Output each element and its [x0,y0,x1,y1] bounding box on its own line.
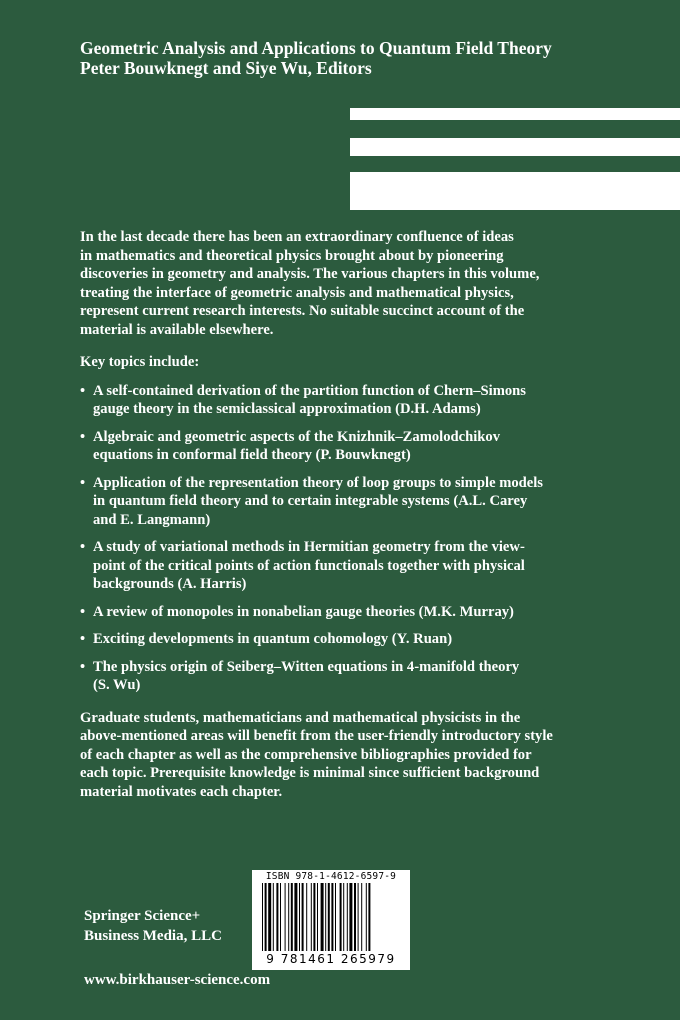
bullet: • [80,428,86,445]
bullet: • [80,631,86,647]
barcode-bar [366,883,367,951]
barcode-bar [347,883,348,951]
barcode-bar [349,883,352,951]
closing-paragraph: Graduate students, mathematicians and mathematical physicists in the above-mentioned areas will benefit from the user-friendly introductory style of each chapter as well as the comprehensive bibliographies provided for each topic. Prerequisite knowledge is minimal since sufficient background material motivates each chapter. [80,709,553,800]
barcode-bar [288,883,289,951]
barcode-bar [276,883,278,951]
bullet: • [80,539,86,555]
barcode-bar [299,883,300,951]
list-item [80,630,600,649]
barcode-bar [358,883,359,951]
decorative-bar-1 [350,108,680,120]
barcode-bar [361,883,362,951]
barcode-bar [294,883,297,951]
barcode-bar [268,883,271,951]
list-item [80,538,600,594]
barcode-bar [262,883,263,951]
barcode-bar [285,883,286,951]
barcode-bar [354,883,356,951]
barcode-bars [252,883,410,953]
barcode-bar [325,883,326,951]
topic-text: The physics origin of Seiberg–Witten equations in 4-manifold theory (S. Wu) [93,658,520,693]
topic-text: A self-contained derivation of the partition function of Chern–Simons gauge theory in the semiclassical approximation (D.H. Adams) [93,382,526,417]
barcode-bar [340,883,342,951]
bullet: • [80,658,86,675]
barcode-bar [343,883,344,951]
topic-text: Exciting developments in quantum cohomology (Y. Ruan) [93,631,453,647]
barcode-bar [368,883,370,951]
list-item [80,428,600,465]
barcode-bar [321,883,324,951]
barcode-bar [280,883,281,951]
book-title: Geometric Analysis and Applications to Quantum Field Theory [80,38,552,58]
bullet: • [80,382,86,399]
intro-paragraph: In the last decade there has been an extraordinary confluence of ideas in mathematics and theoretical physics brought about by pioneering discoveries in geometry and analysis. The various chapters in this volume, treating the interface of geometric analysis and mathematical physics, represent current research interests. No suitable succinct account of the material is available elsewhere. [80,229,540,338]
barcode-bar [331,883,333,951]
list-item [80,474,600,530]
barcode-bar [311,883,312,951]
list-item [80,658,600,695]
header [80,38,650,78]
decorative-bar-2 [350,138,680,156]
barcode-bar [265,883,267,951]
editors: Peter Bouwknegt and Siye Wu, Editors [80,58,372,78]
publisher [84,906,222,946]
bullet: • [80,474,86,491]
website-url: www.birkhauser-science.com [84,972,271,988]
barcode-bar [328,883,330,951]
description [80,228,600,801]
topic-text: Application of the representation theory of loop groups to simple models in quantum field theory and to certain integrable systems (A.L. Carey and E. Langmann) [93,474,543,528]
list-item [80,603,600,622]
barcode-bar [313,883,315,951]
barcode-bar [302,883,304,951]
isbn-number: 9 781461 265979 [266,952,396,966]
topic-text: Algebraic and geometric aspects of the Knizhnik–Zamolodchikov equations in conformal field theory (P. Bouwknegt) [93,428,500,463]
publisher-line-1: Springer Science+ [84,908,201,924]
topic-text: A study of variational methods in Hermitian geometry from the view- point of the critical points of action functionals together with physical backgrounds (A. Harris) [93,539,525,592]
barcode-bar [317,883,318,951]
topic-text: A review of monopoles in nonabelian gauge theories (M.K. Murray) [93,603,514,620]
isbn-label: ISBN 978-1-4612-6597-9 [265,871,397,882]
key-topics-heading: Key topics include: [80,354,200,370]
bullet: • [80,603,86,620]
publisher-line-2: Business Media, LLC [84,928,222,944]
isbn-barcode [252,870,410,970]
barcode-bar [335,883,336,951]
topics-list [80,382,600,695]
barcode-bar [306,883,307,951]
decorative-bar-3 [350,172,680,210]
list-item [80,382,600,419]
barcode-bar [273,883,274,951]
barcode-bar [291,883,293,951]
